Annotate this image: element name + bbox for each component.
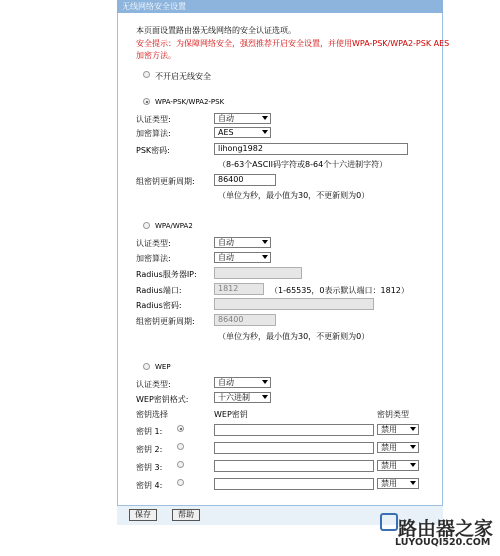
wep-key-type-value: 禁用 [381, 425, 397, 434]
wep-col-select: 密钥选择 [136, 410, 168, 419]
wep-key-type-value: 禁用 [381, 461, 397, 470]
watermark-title: 路由器之家 [398, 518, 494, 540]
wep-key-type-select[interactable] [377, 478, 419, 489]
dropdown-arrow-icon [410, 463, 416, 467]
psk-password-label: PSK密码: [136, 146, 170, 155]
psk-auth-select[interactable] [214, 113, 271, 124]
wep-key-type-select[interactable] [377, 424, 419, 435]
wpa-renew-label: 组密钥更新周期: [136, 317, 195, 326]
psk-enc-value: AES [218, 128, 234, 137]
wep-label: WEP [155, 363, 171, 371]
dropdown-arrow-icon [410, 481, 416, 485]
dropdown-arrow-icon [410, 445, 416, 449]
radius-port-input[interactable]: 1812 [214, 283, 264, 295]
no-security-label: 不开启无线安全 [155, 72, 211, 81]
radius-password-input[interactable] [214, 298, 374, 310]
wep-radio[interactable] [143, 363, 150, 370]
wep-auth-value: 自动 [218, 378, 234, 387]
wep-key-type-value: 禁用 [381, 443, 397, 452]
wep-key-label: 密钥 1: [136, 427, 163, 436]
wep-key-input[interactable] [214, 478, 374, 490]
wep-key-type-select[interactable] [377, 460, 419, 471]
dropdown-arrow-icon [262, 116, 268, 120]
help-button[interactable]: 帮助 [172, 509, 200, 521]
wep-key-type-select[interactable] [377, 442, 419, 453]
psk-auth-value: 自动 [218, 114, 234, 123]
psk-enc-label: 加密算法: [136, 129, 171, 138]
wpa-radio[interactable] [143, 222, 150, 229]
dropdown-arrow-icon [262, 240, 268, 244]
wpa-auth-value: 自动 [218, 238, 234, 247]
radius-ip-label: Radius服务器IP: [136, 270, 197, 279]
wep-key-radio[interactable] [177, 479, 184, 486]
psk-password-input[interactable]: lihong1982 [214, 143, 408, 155]
watermark-logo-icon [380, 513, 398, 531]
wep-key-input[interactable] [214, 442, 374, 454]
wep-auth-select[interactable] [214, 377, 271, 388]
dropdown-arrow-icon [262, 130, 268, 134]
intro-text: 本页面设置路由器无线网络的安全认证选项。 [136, 26, 296, 35]
wep-key-input[interactable] [214, 424, 374, 436]
wpa-psk-label: WPA-PSK/WPA2-PSK [155, 98, 225, 106]
psk-renew-label: 组密钥更新周期: [136, 177, 195, 186]
wpa-auth-label: 认证类型: [136, 239, 171, 248]
wep-key-radio[interactable] [177, 461, 184, 468]
wep-key-label: 密钥 4: [136, 481, 163, 490]
psk-auth-label: 认证类型: [136, 115, 171, 124]
wpa-auth-select[interactable] [214, 237, 271, 248]
wpa-renew-input[interactable]: 86400 [214, 314, 276, 326]
wep-format-select[interactable] [214, 392, 271, 403]
wep-key-input[interactable] [214, 460, 374, 472]
wpa-label: WPA/WPA2 [155, 222, 193, 230]
psk-password-hint: （8-63个ASCII码字符或8-64个十六进制字符） [218, 160, 388, 169]
radius-password-label: Radius密码: [136, 301, 182, 310]
dropdown-arrow-icon [410, 427, 416, 431]
dropdown-arrow-icon [262, 395, 268, 399]
wep-col-key: WEP密钥 [214, 410, 248, 419]
warning-line-1: 安全提示：为保障网络安全，强烈推荐开启安全设置，并使用WPA-PSK/WPA2-PSK AES [136, 39, 450, 48]
wpa-renew-hint: （单位为秒，最小值为30，不更新则为0） [218, 332, 370, 341]
watermark-url: LUYOUQI520.COM [395, 537, 491, 548]
wep-key-label: 密钥 3: [136, 463, 163, 472]
dropdown-arrow-icon [262, 380, 268, 384]
panel-title: 无线网络安全设置 [117, 0, 443, 13]
wpa-enc-select[interactable] [214, 252, 271, 263]
warning-line-2: 加密方法。 [136, 51, 176, 60]
wpa-enc-label: 加密算法: [136, 254, 171, 263]
wep-key-label: 密钥 2: [136, 445, 163, 454]
psk-enc-select[interactable] [214, 127, 271, 138]
wep-key-radio[interactable] [177, 443, 184, 450]
wpa-psk-radio[interactable] [143, 98, 150, 105]
wep-key-radio[interactable] [177, 425, 184, 432]
dropdown-arrow-icon [262, 255, 268, 259]
no-security-radio[interactable] [143, 71, 150, 78]
radius-ip-input[interactable] [214, 267, 302, 279]
wep-auth-label: 认证类型: [136, 380, 171, 389]
psk-renew-input[interactable]: 86400 [214, 174, 276, 186]
radius-port-hint: （1-65535，0表示默认端口：1812） [270, 286, 409, 295]
radius-port-label: Radius端口: [136, 286, 182, 295]
wep-format-value: 十六进制 [218, 393, 250, 402]
wep-col-type: 密钥类型 [377, 410, 409, 419]
wpa-enc-value: 自动 [218, 253, 234, 262]
save-button[interactable]: 保存 [129, 509, 157, 521]
wep-format-label: WEP密钥格式: [136, 395, 189, 404]
wep-key-type-value: 禁用 [381, 479, 397, 488]
psk-renew-hint: （单位为秒，最小值为30，不更新则为0） [218, 191, 370, 200]
